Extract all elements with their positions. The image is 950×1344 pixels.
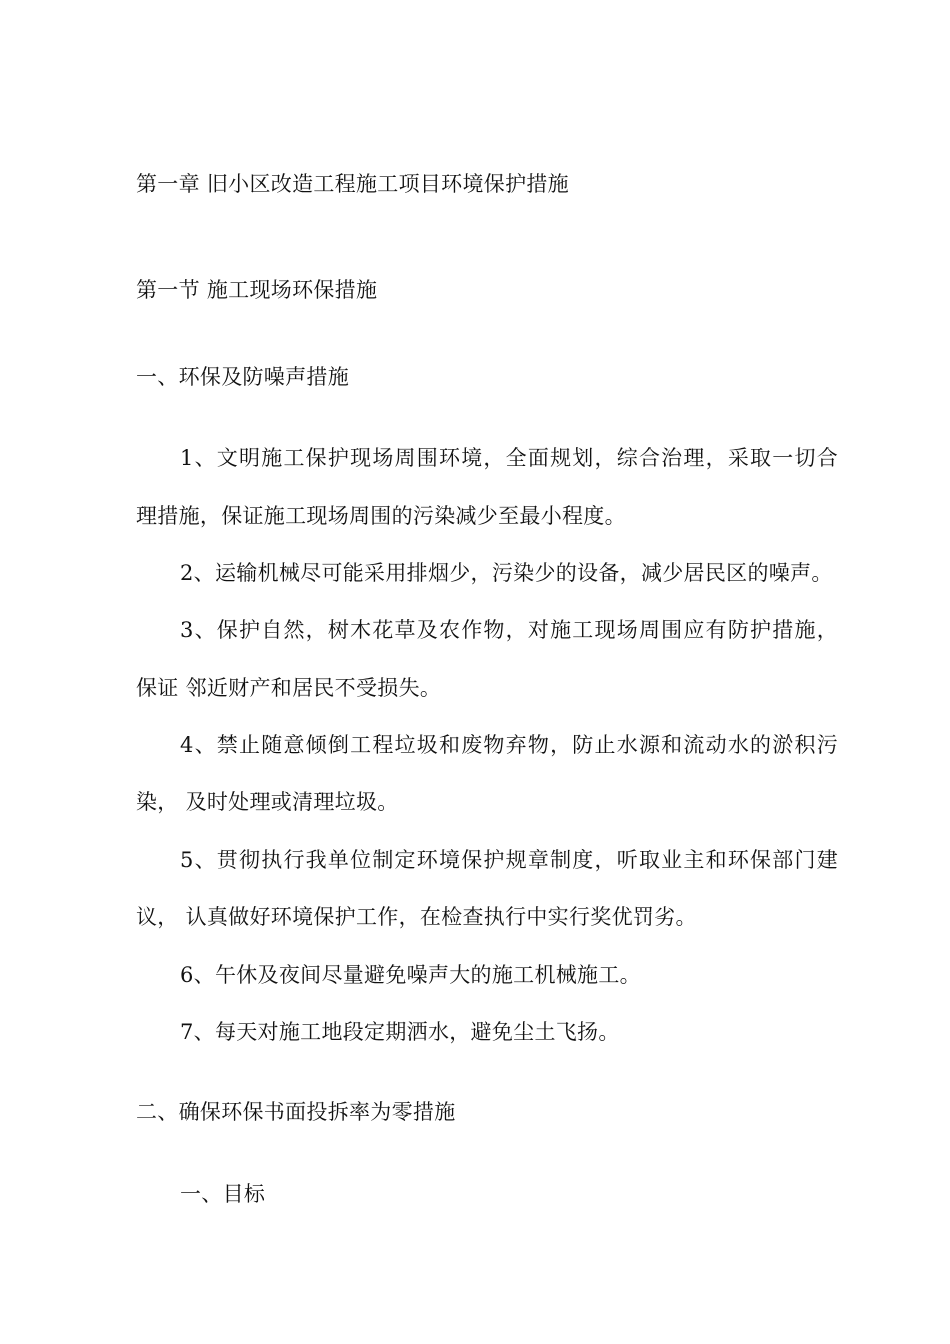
item-3-line-2: 保证 邻近财产和居民不受损失。 bbox=[136, 676, 442, 700]
item-2-line-1: 2、运输机械尽可能采用排烟少，污染少的设备，减少居民区的噪声。 bbox=[180, 561, 833, 585]
item-5-line-1: 5、贯彻执行我单位制定环境保护规章制度，听取业主和环保部门建 bbox=[180, 848, 838, 872]
section-title: 第一节 施工现场环保措施 bbox=[136, 278, 378, 302]
item-6-line-1: 6、午休及夜间尽量避免噪声大的施工机械施工。 bbox=[180, 963, 641, 987]
item-5-line-2: 议， 认真做好环境保护工作，在检查执行中实行奖优罚劣。 bbox=[136, 905, 697, 929]
chapter-title: 第一章 旧小区改造工程施工项目环境保护措施 bbox=[136, 172, 569, 196]
item-7-line-1: 7、每天对施工地段定期洒水，避免尘土飞扬。 bbox=[180, 1020, 620, 1044]
item-3-line-1: 3、保护自然，树木花草及农作物，对施工现场周围应有防护措施， bbox=[180, 618, 838, 642]
item-1-line-2: 理措施，保证施工现场周围的污染减少至最小程度。 bbox=[136, 504, 626, 528]
part2-title: 二、确保环保书面投拆率为零措施 bbox=[136, 1100, 456, 1124]
item-4-line-1: 4、禁止随意倾倒工程垃圾和废物弃物，防止水源和流动水的淤积污 bbox=[180, 733, 838, 757]
item-1-line-1: 1、文明施工保护现场周围环境，全面规划，综合治理，采取一切合 bbox=[180, 446, 838, 470]
part1-title: 一、环保及防噪声措施 bbox=[136, 365, 349, 389]
item-4-line-2: 染， 及时处理或清理垃圾。 bbox=[136, 790, 399, 814]
sub1-title: 一、目标 bbox=[180, 1182, 266, 1206]
